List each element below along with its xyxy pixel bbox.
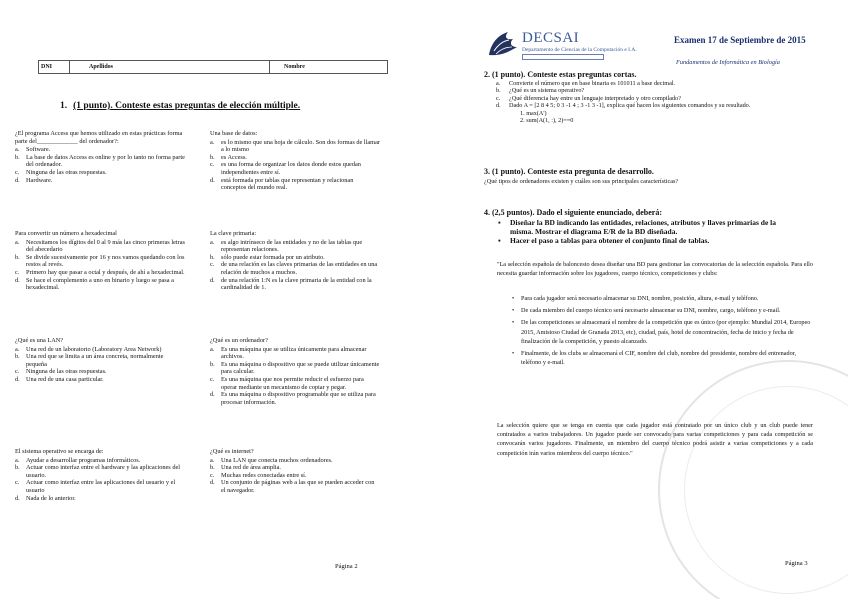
- option-text: Nada de lo anterior.: [26, 494, 76, 502]
- option-text: Necesitamos los dígitos del 0 al 9 más las cinco primeras letras del abecedario: [26, 238, 185, 254]
- section-4-bullets: [498, 218, 798, 245]
- option-letter: b.: [210, 464, 215, 472]
- option-letter: b.: [15, 464, 20, 472]
- option-letter: c.: [15, 268, 20, 276]
- answer-option: [15, 239, 185, 254]
- question-7: [15, 448, 185, 502]
- short-question: [496, 87, 816, 94]
- page-number: Página 2: [335, 563, 358, 570]
- option-letter: a.: [15, 456, 20, 464]
- option-text: de una relación 1:N es la clave primaria de la entidad con la cardinalidad de 1.: [221, 276, 372, 292]
- answer-option: [210, 277, 380, 292]
- option-letter: c.: [210, 261, 215, 269]
- apellidos-label: Apellidos: [89, 64, 114, 70]
- answer-option: [15, 368, 185, 376]
- answer-option: [210, 154, 380, 162]
- option-letter: c.: [210, 471, 215, 479]
- command-item: 2. sum(A(1, :), 2)==0: [520, 117, 574, 125]
- answer-option: [210, 161, 380, 176]
- department-bar: [522, 54, 604, 60]
- task-bullet: ▪ Hacer el paso a tablas para obtener el conjunto final de tablas.: [498, 236, 798, 245]
- option-letter: a.: [210, 138, 215, 146]
- option-letter: a.: [15, 146, 20, 154]
- dni-label: DNI: [41, 64, 53, 70]
- option-text: Actuar como interfaz entre las aplicaciones del usuario y el usuario: [26, 479, 176, 494]
- option-letter: d.: [15, 494, 20, 502]
- department-subtitle: Departamento de Ciencias de la Computación e I.A.: [522, 47, 637, 53]
- question-6: [210, 337, 380, 406]
- item-text: Dado A = [2 8 4 5; 0 3 -1 4 ; 3 -1 3 -1], explica qué hacen los siguientes comandos y su resultado.: [509, 102, 751, 110]
- item-text: ¿Qué diferencia hay entre un lenguaje interpretado y otro compilado?: [509, 94, 681, 102]
- option-text: es Access.: [221, 153, 247, 161]
- option-text: Se hace el complemento a uno en binario y luego se pasa a hexadecimal.: [26, 276, 174, 292]
- statement-outro: La selección quiere que se tenga en cuenta que cada jugador está contratado por un único club y un club puede tener contratados a varios trabajadores. Un jugador puede ser convocado para varias competiciones y para cada competición se convocarán varios jugadores. Finalmente, un miembro del cuerpo técnico podrá asistir a varias competiciones y a cada competición irán varios miembros del cuerpo técnico.": [497, 422, 813, 457]
- answer-option: [15, 479, 185, 494]
- answer-option: [210, 391, 380, 406]
- answer-option: [210, 261, 380, 276]
- item-letter: d.: [496, 102, 501, 110]
- question-stem: Una base de datos:: [210, 130, 258, 137]
- answer-option: [210, 177, 380, 192]
- short-question: [496, 80, 816, 87]
- option-text: Una red de una casa particular.: [26, 375, 104, 383]
- option-letter: d.: [15, 276, 20, 284]
- option-text: Es una máquina o dispositivo que se puede utilizar únicamente para calcular.: [221, 360, 380, 376]
- item-letter: a.: [496, 80, 501, 87]
- option-letter: d.: [210, 479, 215, 487]
- option-text: Ayudar a desarrollar programas informáticos.: [26, 456, 141, 464]
- answer-option: [15, 146, 185, 154]
- question-1: [15, 130, 185, 184]
- option-letter: c.: [15, 368, 20, 376]
- answer-option: [15, 346, 185, 354]
- option-text: sólo puede estar formada por un atributo.: [221, 253, 325, 261]
- command-item: 1. max(A'): [520, 109, 547, 117]
- exam-title: Examen 17 de Septiembre de 2015: [674, 35, 806, 45]
- statement-item: • Finalmente, de los clubs se almacenará el CIF, nombre del club, nombre del presidente, nombre del entrenador, teléfono y e-mail.: [509, 349, 811, 367]
- answer-option: [210, 472, 380, 480]
- statement-intro: "La selección española de baloncesto desea diseñar una BD para gestionar las convocatorias de la selección española. Para ello necesita guardar información sobre los jugadores, cuerpo técnico, competiciones y clubs:: [497, 261, 813, 278]
- department-name: DECSAI: [522, 30, 580, 46]
- question-stem: El sistema operativo se encarga de:: [15, 448, 104, 455]
- option-letter: b.: [15, 253, 20, 261]
- option-letter: d.: [210, 276, 215, 284]
- decsai-logo-icon: [486, 29, 520, 59]
- task-bullet: ▪ Diseñar la BD indicando las entidades, relaciones, atributos y llaves primarias de la misma. Mostrar el diagrama E/R de la BD diseñada.: [498, 218, 798, 236]
- option-letter: c.: [210, 375, 215, 383]
- option-text: Ninguna de las otras respuestas.: [26, 168, 107, 176]
- item-text: Convierte el número que en base binaria es 101011 a base decimal.: [509, 80, 676, 87]
- answer-option: [15, 169, 185, 177]
- option-letter: a.: [15, 238, 20, 246]
- student-info-table: [38, 60, 388, 74]
- option-text: Primero hay que pasar a octal y después, de ahí a hexadecimal.: [26, 268, 185, 276]
- option-letter: a.: [210, 456, 215, 464]
- option-letter: d.: [210, 176, 215, 184]
- answer-option: [15, 254, 185, 269]
- table-divider: [269, 61, 270, 73]
- answer-option: [15, 495, 185, 503]
- option-text: Se divide sucesivamente por 16 y nos vamos quedando con los restos al revés.: [26, 253, 185, 269]
- option-text: Una LAN que conecta muchos ordenadores.: [221, 456, 333, 464]
- answer-option: [210, 139, 380, 154]
- answer-option: [15, 457, 185, 465]
- answer-option: [15, 177, 185, 185]
- option-text: Ninguna de las otras respuestas.: [26, 368, 107, 376]
- option-text: Software.: [26, 146, 51, 154]
- section-3-title: 3. (1 punto). Conteste esta pregunta de desarrollo.: [484, 167, 654, 176]
- question-2: [210, 130, 380, 192]
- option-letter: c.: [15, 168, 20, 176]
- section-1-title: 1. (1 punto). Conteste estas preguntas de elección múltiple.: [60, 101, 301, 111]
- option-letter: d.: [15, 375, 20, 383]
- option-text: de una relación es las claves primarias de las entidades en una relación de muchos a muchos.: [221, 261, 378, 276]
- question-stem: La clave primaria:: [210, 230, 257, 237]
- option-text: Una red de un laboratorio (Laboratory Area Network): [26, 345, 162, 353]
- statement-item: • De las competiciones se almacenará el nombre de la competición que es único (por ejemplo: Mundial 2014, Europeo 2015, Amistoso Ciudad de Granada 2013, etc), ciudad, país, hotel de concentración, fecha de inicio y fecha de finalización de la competición, y puesto alcanzado.: [509, 318, 811, 346]
- option-letter: d.: [15, 176, 20, 184]
- option-letter: b.: [210, 253, 215, 261]
- question-5: [15, 337, 185, 384]
- answer-option: [210, 464, 380, 472]
- statement-item: • Para cada jugador será necesario almacenar su DNI, nombre, posición, altura, e-mail y teléfono.: [509, 294, 811, 303]
- section-3-question: ¿Qué tipos de ordenadores existen y cuáles son sus principales características?: [484, 178, 679, 185]
- item-letter: c.: [496, 94, 501, 102]
- option-text: Es una máquina que se utiliza únicamente para almacenar archivos.: [221, 345, 367, 361]
- section-2-items: [496, 80, 816, 124]
- option-text: es algo intrínseco de las entidades y no de las tablas que representan relaciones.: [221, 238, 363, 254]
- answer-option: [15, 353, 185, 368]
- option-letter: c.: [15, 479, 20, 487]
- statement-items: [509, 294, 811, 370]
- section-2-title: 2. (1 punto). Conteste estas preguntas cortas.: [484, 70, 637, 79]
- option-text: Una red que se limita a un área concreta, normalmente pequeña: [26, 353, 164, 368]
- option-letter: a.: [210, 238, 215, 246]
- answer-option: [210, 361, 380, 376]
- option-text: es una forma de organizar los datos donde estos quedan independientes entre sí.: [221, 161, 361, 176]
- option-letter: b.: [15, 153, 20, 161]
- item-letter: b.: [496, 87, 501, 95]
- section-4-title: 4. (2,5 puntos). Dado el siguiente enunciado, deberá:: [484, 208, 663, 217]
- option-text: La base de datos Access es online y por lo tanto no forma parte del ordenador.: [26, 153, 185, 169]
- option-text: Muchas redes conectadas entre sí.: [221, 471, 307, 479]
- page-number-right: Página 3: [785, 560, 808, 567]
- option-letter: b.: [210, 360, 215, 368]
- answer-option: [210, 239, 380, 254]
- question-stem: Para convertir un número a hexadecimal: [15, 230, 117, 237]
- answer-option: [210, 457, 380, 465]
- short-question: [496, 95, 816, 102]
- option-letter: c.: [210, 161, 215, 169]
- answer-option: [15, 269, 185, 277]
- question-stem: ¿Qué es internet?: [210, 448, 254, 455]
- option-letter: a.: [210, 345, 215, 353]
- question-stem: ¿Qué es un ordenador?: [210, 337, 268, 344]
- item-text: ¿Qué es un sistema operativo?: [509, 87, 585, 95]
- option-text: Hardware.: [26, 176, 53, 184]
- option-text: Es una máquina que nos permite reducir el esfuerzo para operar mediante un mecanismo de copiar y pegar.: [221, 375, 364, 391]
- table-divider: [69, 61, 70, 73]
- answer-option: [15, 154, 185, 169]
- question-3: [15, 230, 185, 292]
- option-text: Una red de área amplia.: [221, 464, 281, 472]
- subject-name: Fundamentos de Informática en Biología: [676, 59, 780, 66]
- question-stem: ¿Qué es una LAN?: [15, 337, 64, 344]
- answer-option: [210, 346, 380, 361]
- question-4: [210, 230, 380, 292]
- question-stem: ¿El programa Access que hemos utilizado en estas prácticas forma parte del_____________ del ordenador?:: [15, 130, 183, 145]
- answer-option: [210, 376, 380, 391]
- answer-option: [15, 277, 185, 292]
- option-text: Actuar como interfaz entre el hardware y las aplicaciones del usuario.: [26, 464, 181, 479]
- option-letter: b.: [15, 353, 20, 361]
- answer-option: [210, 254, 380, 262]
- option-letter: a.: [15, 345, 20, 353]
- statement-item: • De cada miembro del cuerpo técnico será necesario almacenar su DNI, nombre, cargo, teléfono y e-mail.: [509, 306, 811, 315]
- option-text: está formada por tablas que representan y relacionan conceptos del mundo real.: [221, 176, 354, 192]
- question-8: [210, 448, 380, 495]
- option-text: Es una máquina o dispositivo programable que se utiliza para procesar información.: [221, 391, 376, 406]
- option-letter: d.: [210, 391, 215, 399]
- answer-option: [210, 479, 380, 494]
- option-text: es lo mismo que una hoja de cálculo. Son dos formas de llamar a lo mismo: [221, 138, 380, 154]
- option-letter: b.: [210, 153, 215, 161]
- option-text: Un conjunto de páginas web a las que se pueden acceder con el navegador.: [221, 479, 375, 494]
- answer-option: [15, 376, 185, 384]
- nombre-label: Nombre: [284, 64, 305, 70]
- answer-option: [15, 464, 185, 479]
- short-question: [496, 102, 816, 109]
